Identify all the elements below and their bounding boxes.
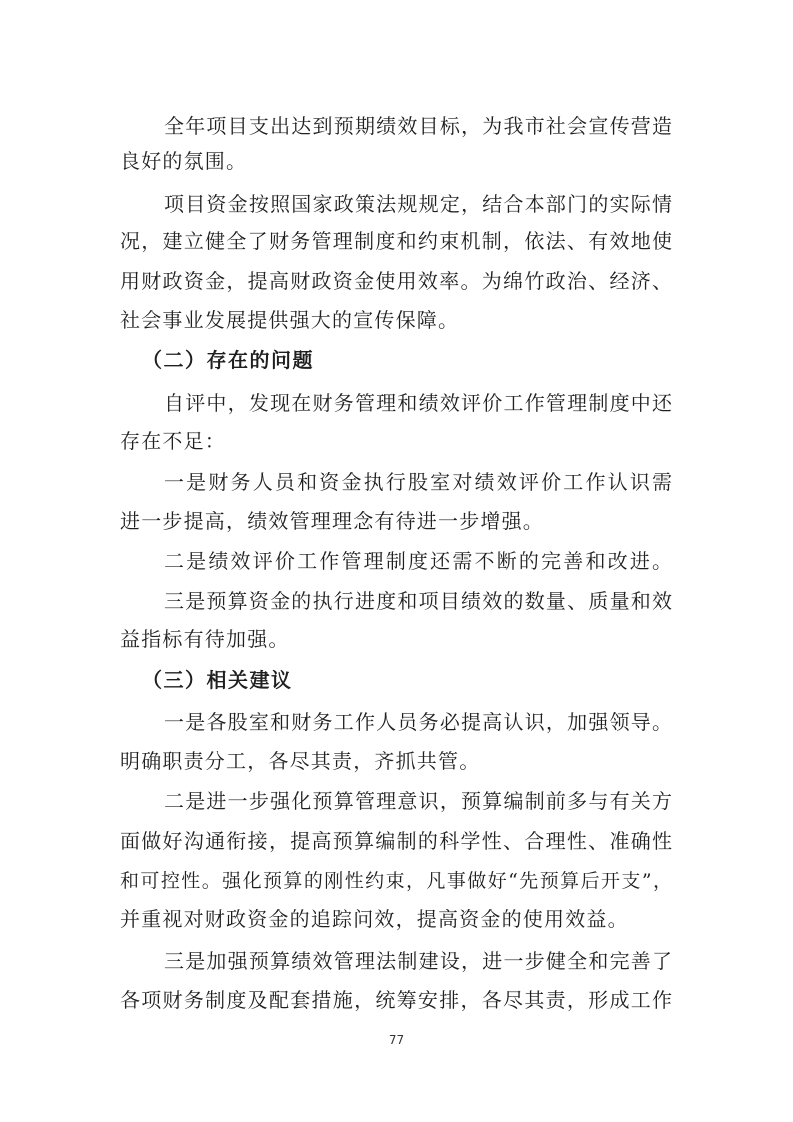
paragraph-line: 二是绩效评价工作管理制度还需不断的完善和改进。 [164,549,672,573]
paragraph-line: 自评中，发现在财务管理和绩效评价工作管理制度中还 [164,391,672,415]
paragraph-line: 二是进一步强化预算管理意识，预算编制前多与有关方 [164,789,672,813]
paragraph-line: 各项财务制度及配套措施，统筹安排，各尽其责，形成工作 [120,988,672,1012]
paragraph-line: 全年项目支出达到预期绩效目标，为我市社会宣传营造 [164,114,672,138]
paragraph-line: 并重视对财政资金的追踪问效，提高资金的使用效益。 [120,907,629,931]
paragraph-line: 良好的氛围。 [120,149,248,173]
section-heading: （三）相关建议 [142,668,293,692]
paragraph-line: 一是各股室和财务工作人员务必提高认识，加强领导。 [164,710,672,734]
paragraph-line: 一是财务人员和资金执行股室对绩效评价工作认识需 [164,470,672,494]
paragraph-line: 和可控性。强化预算的刚性约束，凡事做好“先预算后开支”， [120,870,672,892]
page-number: 77 [388,1033,405,1047]
paragraph-line: 进一步提高，绩效管理理念有待进一步增强。 [120,509,544,533]
paragraph-line: 面做好沟通衔接，提高预算编制的科学性、合理性、准确性 [120,829,672,853]
paragraph-line: 三是加强预算绩效管理法制建设，进一步健全和完善了 [164,949,672,973]
section-heading: （二）存在的问题 [142,348,314,372]
paragraph-line: 存在不足： [120,429,226,453]
paragraph-line: 益指标有待加强。 [120,627,290,651]
paragraph-line: 项目资金按照国家政策法规规定，结合本部门的实际情 [164,192,672,216]
paragraph-line: 明确职责分工，各尽其责，齐抓共管。 [120,749,481,773]
paragraph-line: 况，建立健全了财务管理制度和约束机制，依法、有效地使 [120,229,672,253]
paragraph-line: 三是预算资金的执行进度和项目绩效的数量、质量和效 [164,589,672,613]
paragraph-line: 用财政资金，提高财政资金使用效率。为绵竹政治、经济、 [120,269,672,293]
paragraph-line: 社会事业发展提供强大的宣传保障。 [120,308,460,332]
